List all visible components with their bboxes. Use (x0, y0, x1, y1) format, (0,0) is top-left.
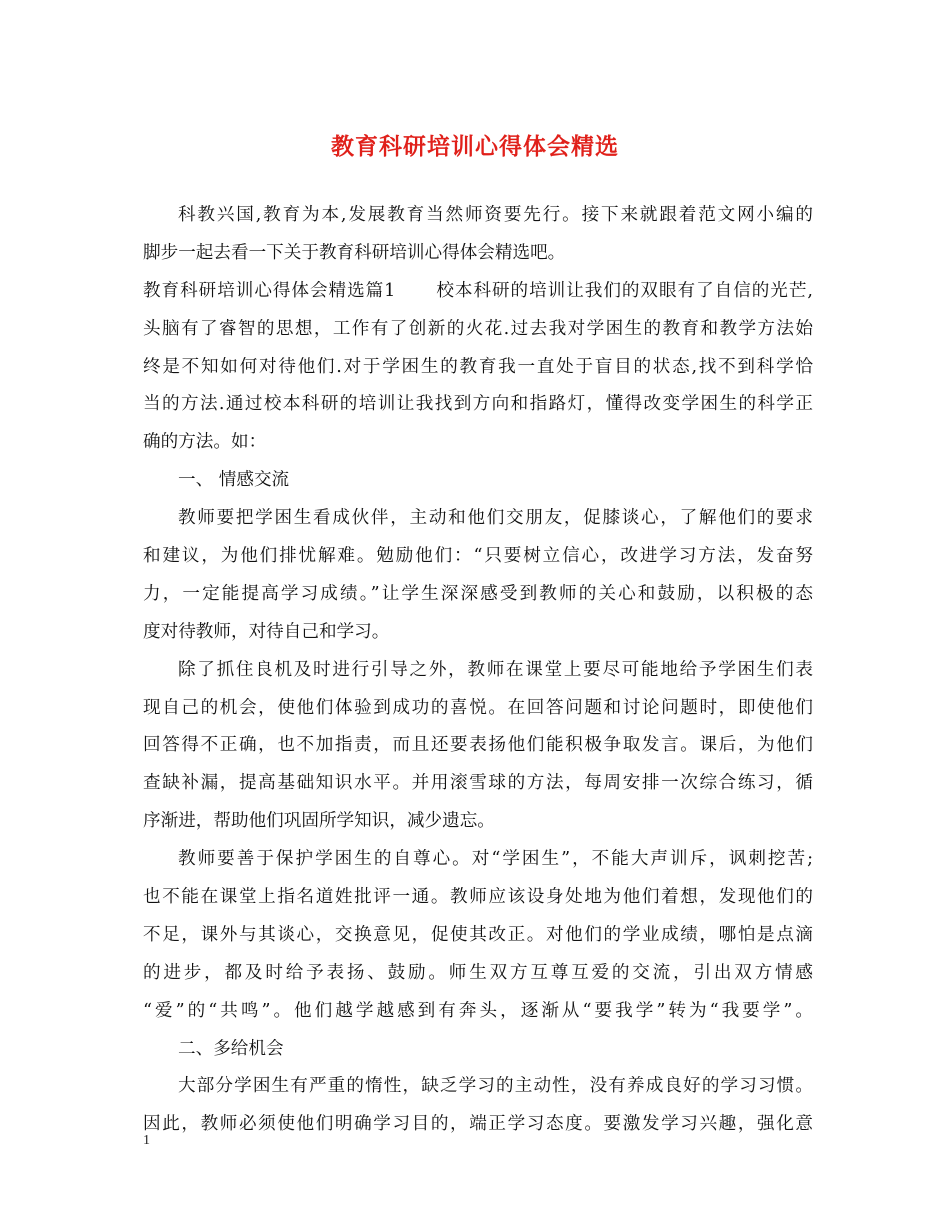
paragraph-line: 不足，课外与其谈心，交换意见，促使其改正。对他们的学业成绩，哪怕是点滴 (143, 924, 813, 945)
section-heading: 一、 情感交流 (178, 470, 290, 491)
paragraph-line: 序渐进，帮助他们巩固所学知识，减少遗忘。 (143, 811, 495, 832)
paragraph-line: 度对待教师，对待自己和学习。 (143, 621, 390, 642)
paragraph-line: 头脑有了睿智的思想，工作有了创新的火花.过去我对学困生的教育和教学方法始 (143, 318, 813, 339)
page-number: 1 (143, 1133, 150, 1148)
paragraph-line (143, 273, 813, 311)
section-heading: 教育科研培训心得体会精选篇1 (143, 280, 396, 301)
paragraph-line: “爱”的“共鸣”。他们越学越感到有奔头，逐渐从“要我学”转为“我要学”。 (143, 1000, 813, 1021)
paragraph-line: 当的方法.通过校本科研的培训让我找到方向和指路灯，懂得改变学困生的科学正 (143, 394, 813, 415)
paragraph-line: 和建议，为他们排忧解难。勉励他们：“只要树立信心，改进学习方法，发奋努 (143, 546, 813, 567)
paragraph-line: 回答得不正确，也不加指责，而且还要表扬他们能积极争取发言。课后，为他们 (143, 735, 813, 756)
paragraph-line: 脚步一起去看一下关于教育科研培训心得体会精选吧。 (143, 242, 566, 263)
paragraph-line: 查缺补漏，提高基础知识水平。并用滚雪球的方法，每周安排一次综合练习，循 (143, 773, 813, 794)
document-body (143, 197, 813, 1144)
paragraph-line: 科教兴国,教育为本,发展教育当然师资要先行。接下来就跟着范文网小编的 (178, 205, 813, 225)
paragraph-line: 的进步，都及时给予表扬、鼓励。师生双方互尊互爱的交流，引出双方情感 (143, 962, 813, 983)
paragraph-line: 教师要善于保护学困生的自尊心。对“学困生”，不能大声训斥，讽刺挖苦; (178, 849, 813, 870)
section-heading: 二、多给机会 (178, 1038, 284, 1059)
paragraph-line: 也不能在课堂上指名道姓批评一通。教师应该设身处地为他们着想，发现他们的 (143, 887, 813, 908)
paragraph-text: 校本科研的培训让我们的双眼有了自信的光芒, (435, 280, 813, 301)
paragraph-line: 教师要把学困生看成伙伴，主动和他们交朋友，促膝谈心，了解他们的要求 (178, 508, 813, 529)
paragraph-line: 现自己的机会，使他们体验到成功的喜悦。在回答问题和讨论问题时，即使他们 (143, 697, 813, 718)
paragraph-line: 因此，教师必须使他们明确学习目的，端正学习态度。要激发学习兴趣，强化意 (143, 1114, 813, 1135)
paragraph-line: 确的方法。如： (143, 432, 267, 453)
paragraph-line: 除了抓住良机及时进行引导之外，教师在课堂上要尽可能地给予学困生们表 (178, 659, 813, 680)
paragraph-line: 大部分学困生有严重的惰性，缺乏学习的主动性，没有养成良好的学习习惯。 (178, 1076, 813, 1097)
page-title: 教育科研培训心得体会精选 (331, 134, 619, 160)
paragraph-line: 力，一定能提高学习成绩。”让学生深深感受到教师的关心和鼓励，以积极的态 (143, 583, 813, 604)
paragraph-line: 终是不知如何对待他们.对于学困生的教育我一直处于盲目的状态,找不到科学恰 (143, 356, 813, 377)
